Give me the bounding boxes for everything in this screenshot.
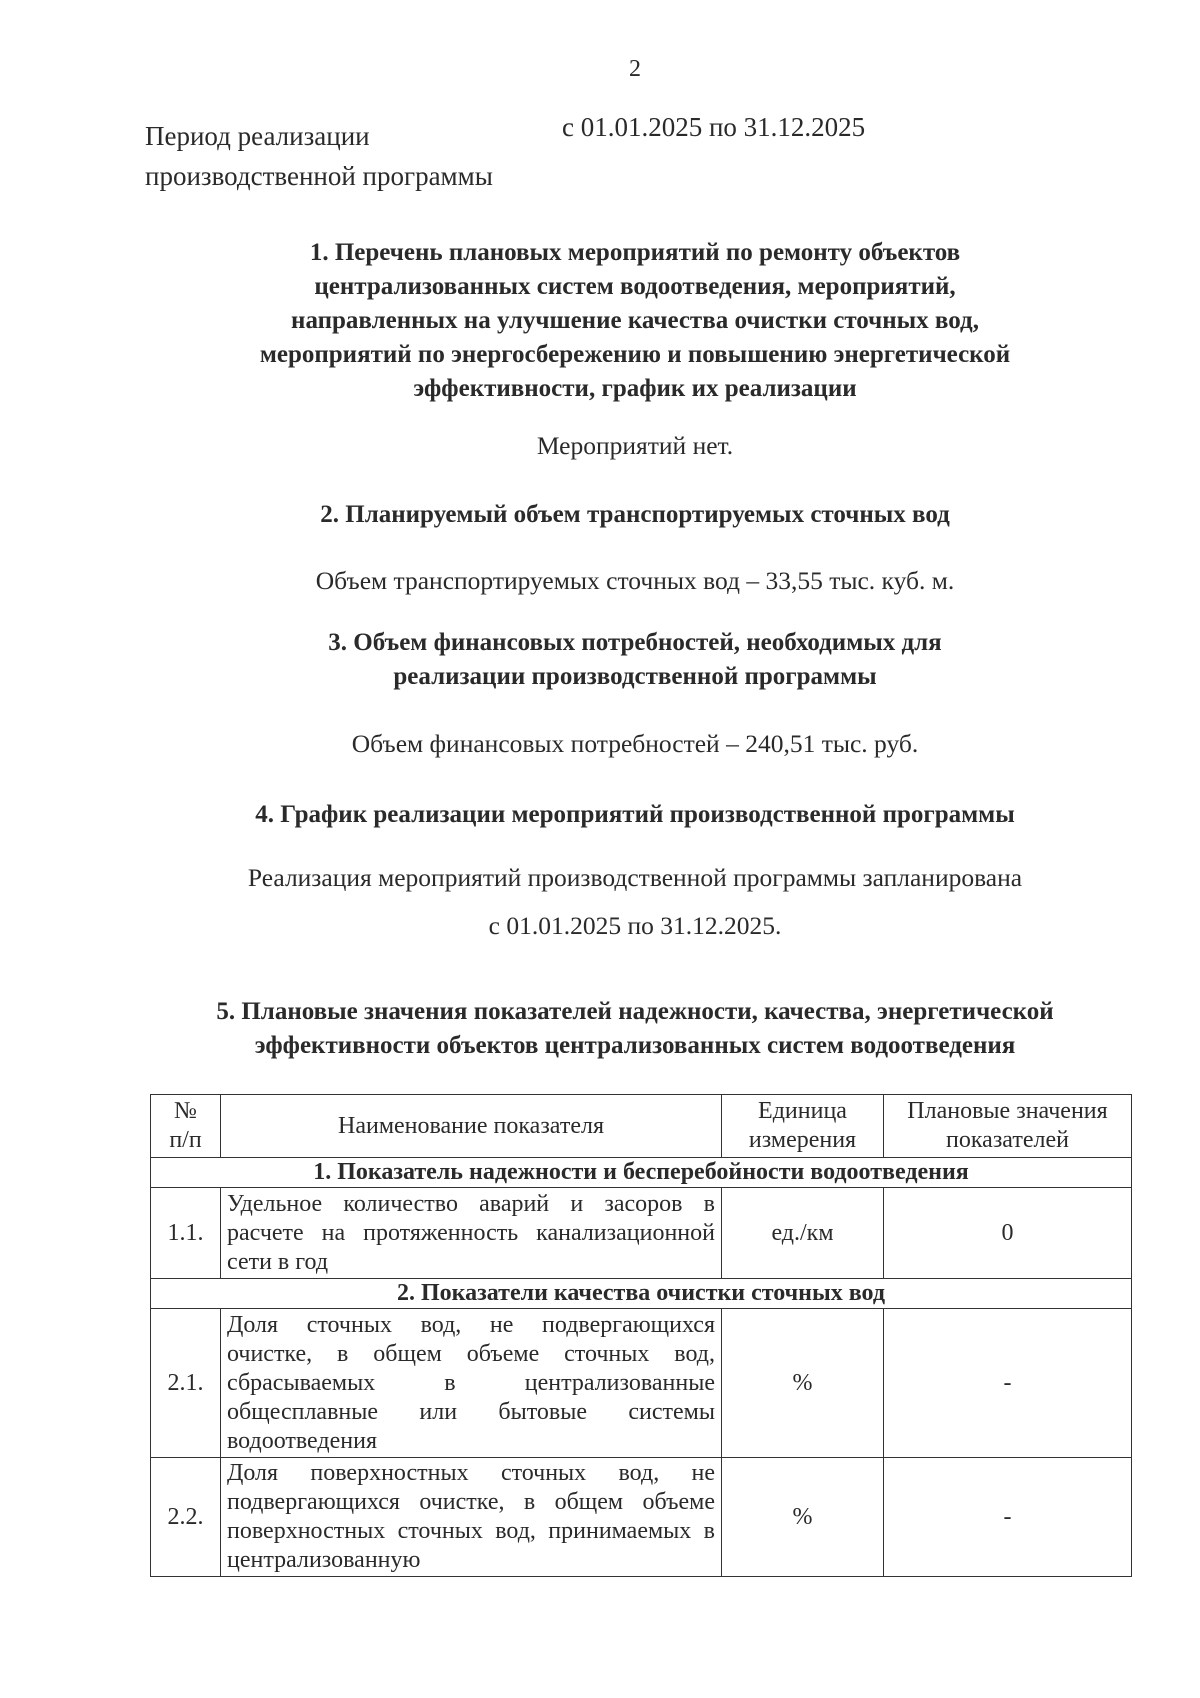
section-title: 1. Показатель надежности и бесперебойности водоотведения xyxy=(151,1158,1132,1188)
row-num: 2.1. xyxy=(151,1309,221,1458)
table-header-row xyxy=(151,1095,1132,1158)
period-label-line2: производственной программы xyxy=(145,161,493,191)
row-value: - xyxy=(884,1309,1132,1458)
header-name: Наименование показателя xyxy=(221,1095,722,1158)
heading-line: мероприятий по энергосбережению и повышению энергетической xyxy=(259,341,1011,368)
header-value xyxy=(884,1095,1132,1158)
table-section-row xyxy=(151,1279,1132,1309)
indicators-table xyxy=(150,1094,1132,1577)
section1-text: Мероприятий нет. xyxy=(536,431,734,460)
section3-heading xyxy=(100,626,1170,694)
period-label-line1: Период реализации xyxy=(145,121,370,151)
table-section-row xyxy=(151,1158,1132,1188)
row-unit: % xyxy=(722,1458,884,1577)
period-value: с 01.01.2025 по 31.12.2025 xyxy=(562,112,866,142)
text-line: с 01.01.2025 по 31.12.2025. xyxy=(488,911,782,940)
header-value-line2: показателей xyxy=(946,1127,1069,1153)
section4-text xyxy=(100,860,1170,944)
section3-text: Объем финансовых потребностей – 240,51 тыс. руб. xyxy=(351,729,919,758)
row-name: Доля поверхностных сточных вод, не подвергающихся очистке, в общем объеме поверхностных сточных вод, принимаемых в централизованную xyxy=(221,1458,722,1577)
header-unit-line2: измерения xyxy=(748,1127,857,1153)
heading-line: 1. Перечень плановых мероприятий по ремонту объектов xyxy=(309,239,961,266)
row-num: 2.2. xyxy=(151,1458,221,1577)
row-name: Доля сточных вод, не подвергающихся очистке, в общем объеме сточных вод, сбрасываемых в централизованные общесплавные или бытовые системы водоотведения xyxy=(221,1309,722,1458)
row-value: 0 xyxy=(884,1188,1132,1279)
row-value: - xyxy=(884,1458,1132,1577)
heading-line: эффективности, график их реализации xyxy=(413,375,857,402)
text-line: Реализация мероприятий производственной программы запланирована xyxy=(247,863,1023,892)
table-row xyxy=(151,1188,1132,1279)
header-value-line1: Плановые значения xyxy=(907,1098,1108,1124)
row-name: Удельное количество аварий и засоров в расчете на протяженность канализационной сети в год xyxy=(221,1188,722,1279)
section4-heading: 4. График реализации мероприятий производственной программы xyxy=(255,801,1015,828)
row-unit: % xyxy=(722,1309,884,1458)
table-row xyxy=(151,1458,1132,1577)
heading-line: 3. Объем финансовых потребностей, необходимых для xyxy=(328,629,942,656)
page-number: 2 xyxy=(629,56,641,82)
heading-line: реализации производственной программы xyxy=(393,663,877,690)
header-num xyxy=(151,1095,221,1158)
header-num-line2: п/п xyxy=(169,1127,202,1153)
section2-text: Объем транспортируемых сточных вод – 33,55 тыс. куб. м. xyxy=(315,566,955,595)
table-row xyxy=(151,1309,1132,1458)
row-unit: ед./км xyxy=(722,1188,884,1279)
row-num: 1.1. xyxy=(151,1188,221,1279)
header-unit xyxy=(722,1095,884,1158)
section5-heading xyxy=(100,995,1170,1063)
section2-heading: 2. Планируемый объем транспортируемых сточных вод xyxy=(320,501,950,528)
header-unit-line1: Единица xyxy=(758,1098,847,1124)
header-num-line1: № xyxy=(174,1098,197,1124)
heading-line: направленных на улучшение качества очистки сточных вод, xyxy=(291,307,979,334)
heading-line: 5. Плановые значения показателей надежности, качества, энергетической xyxy=(216,998,1054,1025)
period-label xyxy=(145,116,493,196)
section-title: 2. Показатели качества очистки сточных вод xyxy=(151,1279,1132,1309)
section1-heading xyxy=(100,236,1170,406)
heading-line: централизованных систем водоотведения, мероприятий, xyxy=(314,273,956,300)
heading-line: эффективности объектов централизованных систем водоотведения xyxy=(254,1032,1016,1059)
